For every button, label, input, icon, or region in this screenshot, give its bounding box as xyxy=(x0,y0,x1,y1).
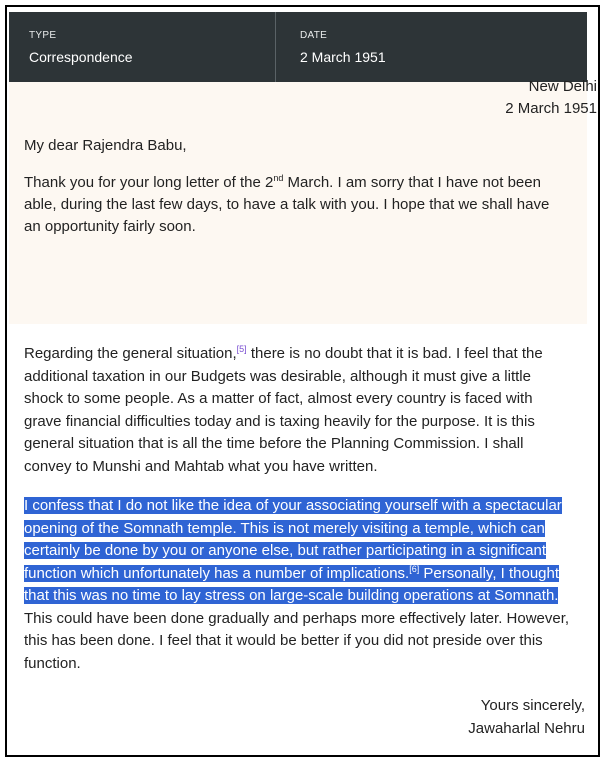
date-value: 2 March 1951 xyxy=(300,49,386,65)
closing: Yours sincerely, xyxy=(480,697,585,714)
type-cell xyxy=(9,12,275,82)
letter-place: New Delhi xyxy=(528,78,597,95)
footnote-link-5[interactable]: [5] xyxy=(236,344,247,354)
p2-text-after: there is no doubt that it is bad. I feel that the additional taxation in our Budgets was desirable, although it must give a little shock to some people. As a matter of fact, almost every country is faced with grave financial difficulties today and is taxing heavily for the purpose. It is this general situation that is all the time before the Planning Commission. I shall convey to Munshi and Mahtab what you have written. xyxy=(24,345,543,475)
p3-text-rest: This could have been done gradually and perhaps more effectively later. However, this has been done. I feel that it would be better if you did not preside over this function. xyxy=(24,609,570,672)
place-date-block xyxy=(505,76,597,120)
salutation: My dear Rajendra Babu, xyxy=(24,137,187,154)
type-value: Correspondence xyxy=(29,49,133,65)
letter-date: 2 March 1951 xyxy=(505,100,597,117)
paragraph-2 xyxy=(24,343,569,478)
signature-block xyxy=(468,694,585,740)
signature: Jawaharlal Nehru xyxy=(468,720,585,737)
paragraph-3 xyxy=(24,495,580,675)
p1-ordinal: nd xyxy=(273,173,284,183)
footnote-link-6[interactable]: [6] xyxy=(409,563,420,574)
metadata-header xyxy=(9,12,587,82)
p1-text-after: March. I am sorry that I have not been able, during the last few days, to have a talk with you. I hope that we shall have an opportunity fairly soon. xyxy=(24,174,550,235)
p2-text-before: Regarding the general situation, xyxy=(24,345,237,362)
date-label: DATE xyxy=(300,30,328,41)
paragraph-1 xyxy=(24,172,569,238)
highlighted-text-2[interactable]: Personally, I thought that this was no time to lay stress on large-scale building operations at Somnath. xyxy=(24,564,560,604)
highlighted-text-1[interactable]: I confess that I do not like the idea of your associating yourself with a spectacular opening of the Somnath temple. This is not merely visiting a temple, which can certainly be done by you or anyone else, but rather participating in a significant function which unfortunately has a number of implications. xyxy=(24,497,562,582)
type-label: TYPE xyxy=(29,30,57,41)
date-cell xyxy=(275,12,587,82)
p1-text-before: Thank you for your long letter of the 2 xyxy=(24,174,274,191)
